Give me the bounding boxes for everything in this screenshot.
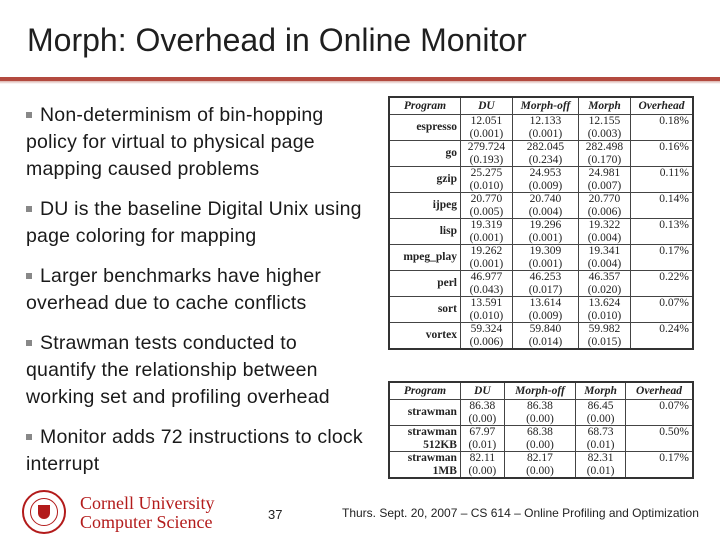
overhead-value: 0.16% xyxy=(659,141,689,153)
program-name: ijpeg xyxy=(432,199,457,212)
table-row xyxy=(389,426,693,452)
program-name: lisp xyxy=(439,225,457,238)
morph-cell xyxy=(579,271,631,297)
morph-off-cell xyxy=(512,115,578,141)
du-cell xyxy=(461,297,513,323)
du-stddev: (0.001) xyxy=(469,257,504,270)
table-row xyxy=(389,193,693,219)
table-header-row xyxy=(389,382,693,400)
bullet-text: Non-determinism of bin-hopping policy for virtual to physical page mapping caused problems xyxy=(26,104,324,180)
logo-line-university: Cornell University xyxy=(80,493,215,513)
overhead-value: 0.50% xyxy=(659,426,689,438)
morph-value: 86.45 xyxy=(587,400,614,412)
col-header: Overhead xyxy=(630,97,693,115)
logo-line-department: Computer Science xyxy=(80,512,213,532)
bullet-item xyxy=(26,330,371,411)
bullet-item xyxy=(26,102,371,183)
morph-stddev: (0.170) xyxy=(587,153,622,166)
table-row xyxy=(389,115,693,141)
overhead-value: 0.18% xyxy=(659,115,689,127)
morph-value: 13.624 xyxy=(588,297,621,309)
program-cell xyxy=(389,193,461,219)
morph-value: 12.155 xyxy=(588,115,621,127)
program-name: strawman xyxy=(407,452,457,464)
morph-cell xyxy=(576,400,626,426)
du-stddev: (0.193) xyxy=(469,153,504,166)
table-row xyxy=(389,452,693,479)
bullet-item xyxy=(26,424,371,478)
morph-cell xyxy=(579,323,631,350)
morph-stddev: (0.015) xyxy=(587,335,622,348)
du-cell xyxy=(460,452,504,479)
bullet-text: Strawman tests conducted to quantify the relationship between working set and profiling overhead xyxy=(26,332,330,408)
overhead-value: 0.22% xyxy=(659,271,689,283)
program-name: go xyxy=(445,147,457,160)
cornell-seal-icon xyxy=(22,490,66,534)
du-value: 82.11 xyxy=(469,452,496,464)
morph-cell xyxy=(579,141,631,167)
morph-off-cell xyxy=(512,245,578,271)
university-logo-text xyxy=(80,494,214,532)
overhead-value: 0.13% xyxy=(659,219,689,231)
bullet-square-icon xyxy=(26,112,32,118)
morph-off-value: 82.17 xyxy=(527,452,553,464)
du-cell xyxy=(461,141,513,167)
strawman-overhead-table xyxy=(388,381,694,479)
morph-stddev: (0.004) xyxy=(587,257,622,270)
morph-off-stddev: (0.00) xyxy=(526,464,554,477)
col-header: Morph-off xyxy=(512,97,578,115)
overhead-value: 0.07% xyxy=(659,297,689,309)
program-name: strawman xyxy=(407,406,457,419)
slide-title: Morph: Overhead in Online Monitor xyxy=(27,22,527,58)
morph-off-value: 282.045 xyxy=(526,141,565,153)
table-row xyxy=(389,271,693,297)
bullet-list xyxy=(26,102,371,491)
morph-off-cell xyxy=(504,400,575,426)
du-value: 86.38 xyxy=(469,400,496,412)
morph-stddev: (0.010) xyxy=(587,309,622,322)
bullet-item xyxy=(26,263,371,317)
morph-value: 59.982 xyxy=(588,323,621,335)
footer-text: Thurs. Sept. 20, 2007 – CS 614 – Online Profiling and Optimization xyxy=(342,506,699,520)
morph-value: 19.322 xyxy=(588,219,621,231)
table-row xyxy=(389,167,693,193)
morph-off-value: 19.309 xyxy=(529,245,562,257)
morph-value: 282.498 xyxy=(585,141,624,153)
morph-off-cell xyxy=(512,297,578,323)
du-cell xyxy=(461,219,513,245)
morph-stddev: (0.007) xyxy=(587,179,622,192)
program-name: espresso xyxy=(416,121,457,134)
overhead-cell xyxy=(630,167,693,193)
du-cell xyxy=(461,167,513,193)
morph-off-value: 24.953 xyxy=(529,167,562,179)
du-stddev: (0.001) xyxy=(469,231,504,244)
du-value: 46.977 xyxy=(470,271,503,283)
program-name: perl xyxy=(437,277,457,290)
morph-cell xyxy=(579,245,631,271)
du-cell xyxy=(461,245,513,271)
program-name: strawman xyxy=(407,426,457,438)
col-header: Overhead xyxy=(626,382,693,400)
bullet-square-icon xyxy=(26,434,32,440)
morph-off-stddev: (0.00) xyxy=(526,412,554,425)
overhead-value: 0.17% xyxy=(659,452,689,464)
overhead-cell xyxy=(630,323,693,350)
overhead-cell xyxy=(630,141,693,167)
du-stddev: (0.043) xyxy=(469,283,504,296)
du-cell xyxy=(461,115,513,141)
overhead-cell xyxy=(630,245,693,271)
col-header: Program xyxy=(389,382,460,400)
overhead-cell xyxy=(630,297,693,323)
du-stddev: (0.010) xyxy=(469,179,504,192)
overhead-cell xyxy=(630,115,693,141)
morph-off-stddev: (0.017) xyxy=(528,283,563,296)
overhead-cell xyxy=(626,452,693,479)
morph-off-stddev: (0.004) xyxy=(528,205,563,218)
table-header-row xyxy=(389,97,693,115)
morph-cell xyxy=(576,426,626,452)
du-cell xyxy=(461,271,513,297)
bullet-text: DU is the baseline Digital Unix using page coloring for mapping xyxy=(26,198,362,247)
overhead-value: 0.07% xyxy=(659,400,689,412)
col-header: DU xyxy=(461,97,513,115)
program-cell xyxy=(389,297,461,323)
program-cell xyxy=(389,323,461,350)
morph-value: 46.357 xyxy=(588,271,621,283)
program-cell xyxy=(389,271,461,297)
morph-off-stddev: (0.014) xyxy=(528,335,563,348)
du-stddev: (0.00) xyxy=(468,412,497,425)
program-cell xyxy=(389,167,461,193)
du-value: 279.724 xyxy=(467,141,506,153)
morph-stddev: (0.004) xyxy=(587,231,622,244)
bullet-square-icon xyxy=(26,273,32,279)
overhead-cell xyxy=(626,400,693,426)
morph-off-cell xyxy=(512,193,578,219)
col-header: Program xyxy=(389,97,461,115)
col-header: Morph-off xyxy=(504,382,575,400)
morph-off-stddev: (0.00) xyxy=(526,438,554,451)
morph-stddev: (0.01) xyxy=(586,464,615,477)
morph-off-value: 20.740 xyxy=(529,193,562,205)
overhead-cell xyxy=(630,219,693,245)
morph-off-cell xyxy=(512,141,578,167)
du-stddev: (0.00) xyxy=(468,464,497,477)
morph-stddev: (0.020) xyxy=(587,283,622,296)
morph-off-value: 68.38 xyxy=(527,426,553,438)
program-variant: 512KB xyxy=(423,438,457,451)
morph-value: 20.770 xyxy=(588,193,621,205)
program-cell xyxy=(389,141,461,167)
page-number: 37 xyxy=(268,507,283,522)
morph-cell xyxy=(579,297,631,323)
morph-cell xyxy=(576,452,626,479)
morph-off-cell xyxy=(504,426,575,452)
overhead-cell xyxy=(630,271,693,297)
morph-cell xyxy=(579,167,631,193)
program-cell xyxy=(389,245,461,271)
morph-value: 68.73 xyxy=(587,426,614,438)
program-name: sort xyxy=(437,303,457,316)
du-value: 67.97 xyxy=(469,426,496,438)
overhead-cell xyxy=(626,426,693,452)
seal-shield xyxy=(38,505,50,519)
bullet-square-icon xyxy=(26,340,32,346)
morph-off-stddev: (0.001) xyxy=(528,257,563,270)
du-value: 25.275 xyxy=(470,167,503,179)
overhead-value: 0.17% xyxy=(659,245,689,257)
bullet-text: Monitor adds 72 instructions to clock interrupt xyxy=(26,426,363,475)
overhead-cell xyxy=(630,193,693,219)
bullet-square-icon xyxy=(26,206,32,212)
table-row xyxy=(389,141,693,167)
du-value: 59.324 xyxy=(470,323,503,335)
du-stddev: (0.005) xyxy=(469,205,504,218)
morph-off-stddev: (0.234) xyxy=(528,153,563,166)
morph-value: 82.31 xyxy=(587,452,614,464)
du-cell xyxy=(460,400,504,426)
morph-cell xyxy=(579,219,631,245)
table-row xyxy=(389,245,693,271)
program-name: mpeg_play xyxy=(403,251,457,264)
du-stddev: (0.010) xyxy=(469,309,504,322)
table-row xyxy=(389,400,693,426)
program-cell xyxy=(389,219,461,245)
program-cell xyxy=(389,400,460,426)
morph-off-value: 86.38 xyxy=(527,400,553,412)
table-row xyxy=(389,219,693,245)
du-value: 20.770 xyxy=(470,193,503,205)
morph-off-stddev: (0.001) xyxy=(528,231,563,244)
du-stddev: (0.006) xyxy=(469,335,504,348)
du-stddev: (0.01) xyxy=(468,438,497,451)
du-value: 13.591 xyxy=(470,297,503,309)
program-cell xyxy=(389,115,461,141)
morph-off-stddev: (0.001) xyxy=(528,127,563,140)
program-variant: 1MB xyxy=(432,464,457,477)
title-rule-shade xyxy=(0,81,720,84)
table-row xyxy=(389,323,693,350)
morph-stddev: (0.003) xyxy=(587,127,622,140)
morph-stddev: (0.00) xyxy=(586,412,615,425)
morph-off-stddev: (0.009) xyxy=(528,309,563,322)
program-name: gzip xyxy=(436,173,457,186)
du-stddev: (0.001) xyxy=(469,127,504,140)
col-header: Morph xyxy=(579,97,631,115)
morph-off-value: 19.296 xyxy=(529,219,562,231)
benchmark-overhead-table xyxy=(388,96,694,350)
morph-off-value: 13.614 xyxy=(529,297,562,309)
morph-off-value: 12.133 xyxy=(529,115,562,127)
bullet-text: Larger benchmarks have higher overhead due to cache conflicts xyxy=(26,265,322,314)
overhead-value: 0.11% xyxy=(659,167,689,179)
overhead-value: 0.24% xyxy=(659,323,689,335)
morph-off-cell xyxy=(512,271,578,297)
morph-off-value: 59.840 xyxy=(529,323,562,335)
morph-value: 19.341 xyxy=(588,245,621,257)
program-name: vortex xyxy=(425,329,457,342)
col-header: Morph xyxy=(576,382,626,400)
morph-value: 24.981 xyxy=(588,167,621,179)
du-value: 19.262 xyxy=(470,245,503,257)
morph-off-cell xyxy=(504,452,575,479)
du-cell xyxy=(460,426,504,452)
morph-off-stddev: (0.009) xyxy=(528,179,563,192)
col-header: DU xyxy=(460,382,504,400)
table-row xyxy=(389,297,693,323)
bullet-item xyxy=(26,196,371,250)
morph-cell xyxy=(579,193,631,219)
morph-off-cell xyxy=(512,167,578,193)
morph-off-value: 46.253 xyxy=(529,271,562,283)
morph-off-cell xyxy=(512,323,578,350)
du-value: 12.051 xyxy=(470,115,503,127)
morph-off-cell xyxy=(512,219,578,245)
overhead-value: 0.14% xyxy=(659,193,689,205)
program-cell xyxy=(389,426,460,452)
du-value: 19.319 xyxy=(470,219,503,231)
du-cell xyxy=(461,323,513,350)
du-cell xyxy=(461,193,513,219)
morph-stddev: (0.006) xyxy=(587,205,622,218)
morph-stddev: (0.01) xyxy=(586,438,615,451)
program-cell xyxy=(389,452,460,479)
morph-cell xyxy=(579,115,631,141)
